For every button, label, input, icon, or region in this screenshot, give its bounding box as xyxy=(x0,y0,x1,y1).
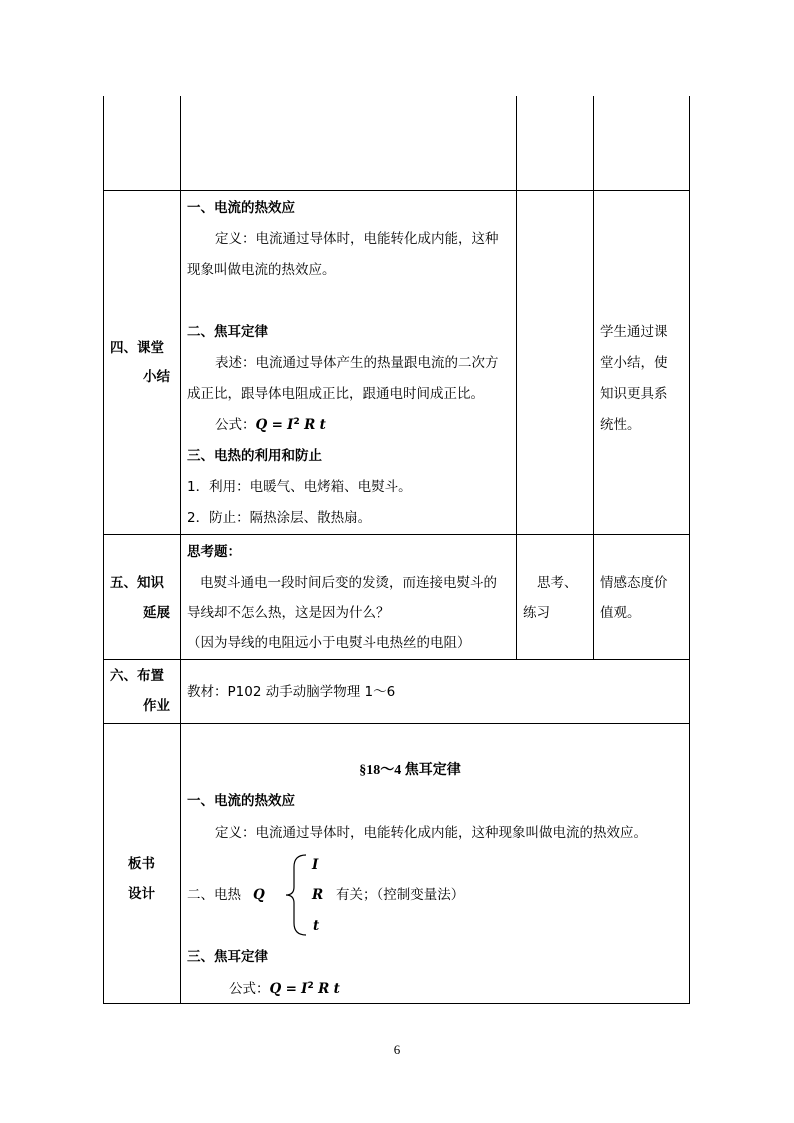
homework-label-line2: 作业 xyxy=(143,698,170,714)
summary-label-line2: 小结 xyxy=(143,369,170,385)
summary-label-line1: 四、课堂 xyxy=(110,340,164,356)
extension-intent-line2: 值观。 xyxy=(600,605,641,621)
board-i-symbol: I xyxy=(312,857,319,873)
homework-label-line1: 六、布置 xyxy=(110,668,164,684)
formula-equals: = xyxy=(285,981,297,997)
extension-question-line2: 导线却不怎么热，这是因为什么？ xyxy=(187,605,390,621)
formula-label: 公式： xyxy=(229,981,270,997)
summary-section1-title: 一、电流的热效应 xyxy=(187,200,295,216)
board-section2-suffix: 有关；（控制变量法） xyxy=(336,887,465,903)
board-section1-title: 一、电流的热效应 xyxy=(187,793,295,809)
summary-intent-line1: 学生通过课 xyxy=(600,324,668,340)
board-formula xyxy=(229,980,340,998)
formula-t: t xyxy=(333,981,340,997)
summary-section2-title: 二、焦耳定律 xyxy=(187,324,268,340)
summary-prevent: 2．防止：隔热涂层、散热扇。 xyxy=(187,510,372,526)
formula-r: R xyxy=(304,417,316,433)
board-r-symbol: R xyxy=(312,887,324,903)
board-heading: §18～4 焦耳定律 xyxy=(359,763,461,778)
summary-section3-title: 三、电热的利用和防止 xyxy=(187,448,322,464)
formula-q: Q xyxy=(269,981,282,997)
summary-statement-line1: 表述：电流通过导体产生的热量跟电流的二次方 xyxy=(215,355,499,371)
extension-label-line2: 延展 xyxy=(143,605,170,621)
homework-content: 教材：P102 动手动脑学物理 1～6 xyxy=(187,684,396,700)
formula-q: Q xyxy=(255,417,268,433)
board-section2-prefix: 二、电热 xyxy=(187,887,241,903)
curly-brace-icon xyxy=(284,853,308,937)
formula-exponent: 2 xyxy=(307,981,314,991)
board-t-symbol: t xyxy=(313,918,320,934)
summary-statement-line2: 成正比，跟导体电阻成正比，跟通电时间成正比。 xyxy=(187,386,484,402)
row-line xyxy=(103,1003,690,1004)
formula-r: R xyxy=(318,981,330,997)
row-line xyxy=(103,659,690,660)
col-line xyxy=(689,96,690,1004)
extension-answer: （因为导线的电阻远小于电熨斗电热丝的电阻） xyxy=(187,635,471,651)
formula-equals: = xyxy=(271,417,283,433)
formula-i: I xyxy=(287,417,294,433)
row-line xyxy=(103,534,690,535)
col-line xyxy=(103,96,104,1004)
extension-label-line1: 五、知识 xyxy=(110,575,164,591)
board-label-line1: 板书 xyxy=(128,856,155,872)
summary-definition-line1: 定义：电流通过导体时，电能转化成内能，这种 xyxy=(215,231,499,247)
summary-formula xyxy=(215,416,326,434)
extension-activity-line2: 练习 xyxy=(523,605,550,621)
formula-label: 公式： xyxy=(215,417,256,433)
col-line xyxy=(593,96,594,660)
extension-title: 思考题： xyxy=(187,544,241,560)
summary-definition-line2: 现象叫做电流的热效应。 xyxy=(187,262,336,278)
formula-exponent: 2 xyxy=(293,417,300,427)
col-line xyxy=(180,96,181,1004)
extension-intent-line1: 情感态度价 xyxy=(600,575,668,591)
formula-t: t xyxy=(319,417,326,433)
board-q-symbol: Q xyxy=(253,887,265,903)
row-line xyxy=(103,723,690,724)
board-section3-title: 三、焦耳定律 xyxy=(187,949,268,965)
summary-intent-line2: 堂小结，使 xyxy=(600,355,668,371)
board-definition: 定义：电流通过导体时，电能转化成内能，这种现象叫做电流的热效应。 xyxy=(215,825,647,841)
extension-question-line1: 电熨斗通电一段时间后变的发烫，而连接电熨斗的 xyxy=(200,575,497,591)
board-label-line2: 设计 xyxy=(128,886,155,902)
page-number: 6 xyxy=(393,1042,401,1057)
summary-intent-line3: 知识更具系 xyxy=(600,386,668,402)
row-line xyxy=(103,190,690,191)
formula-i: I xyxy=(301,981,308,997)
extension-activity-line1: 思考、 xyxy=(537,575,578,591)
summary-use: 1．利用：电暖气、电烤箱、电熨斗。 xyxy=(187,479,412,495)
col-line xyxy=(516,96,517,660)
summary-intent-line4: 统性。 xyxy=(600,417,641,433)
